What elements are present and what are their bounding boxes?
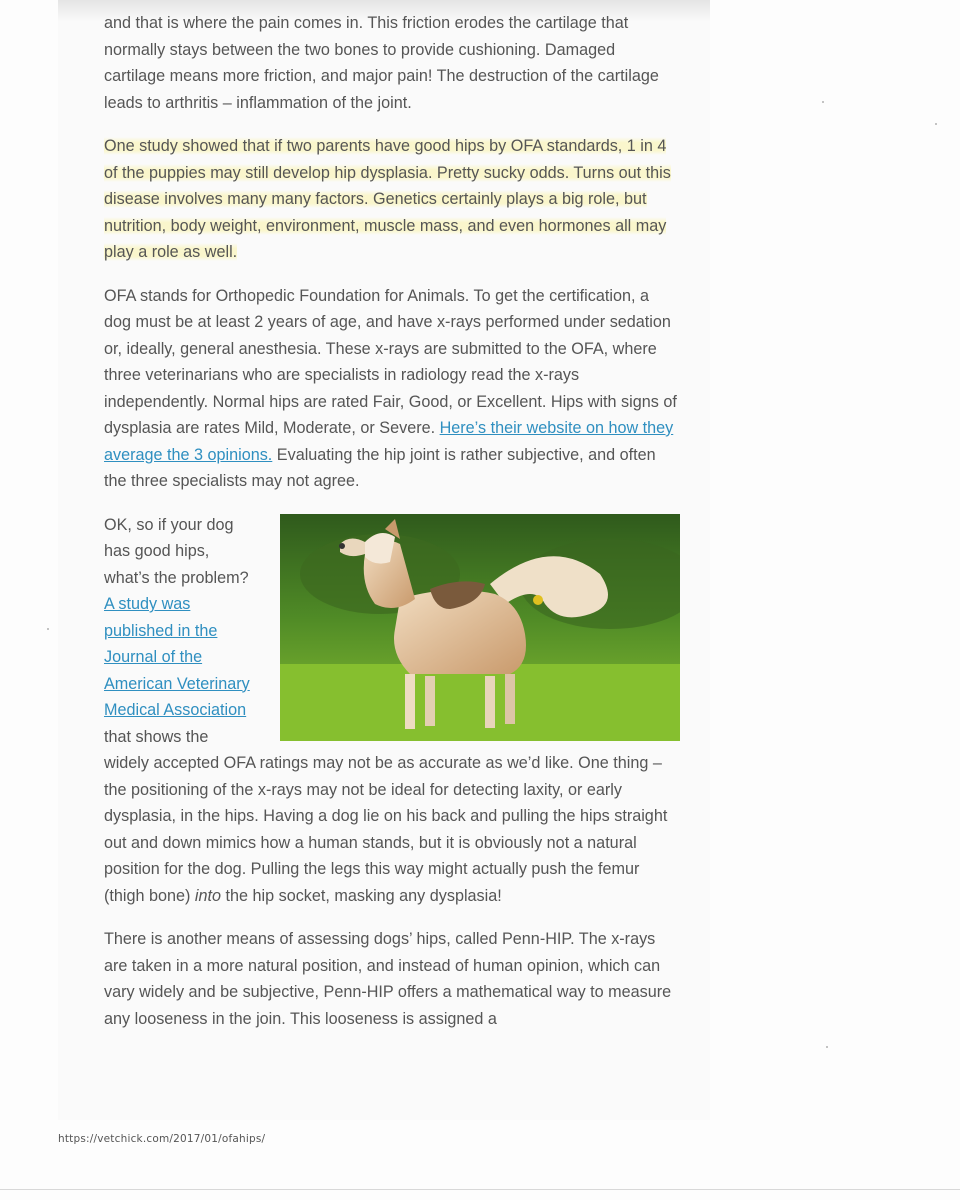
paragraph-2 bbox=[104, 133, 680, 266]
paragraph-4 bbox=[104, 512, 680, 910]
paragraph-5 bbox=[104, 926, 680, 1032]
scan-speck bbox=[826, 1046, 828, 1048]
paragraph-4-emphasis: into bbox=[194, 886, 222, 905]
scan-speck bbox=[935, 123, 937, 125]
paragraph-4-after-text: the hip socket, masking any dysplasia! bbox=[225, 886, 502, 905]
paragraph-3 bbox=[104, 283, 680, 495]
paragraph-1-text: and that is where the pain comes in. This friction erodes the cartilage that normally stays between the two bones to provide cushioning. Damaged cartilage means more friction, and major pain! The destruction of the cartilage leads to arthritis – inflammation of the joint. bbox=[104, 14, 659, 112]
ofa-website-link[interactable]: Here’s their website on how they average the 3 opinions. bbox=[104, 419, 674, 464]
paragraph-2-highlighted-text: One study showed that if two parents have good hips by OFA standards, 1 in 4 of the puppies may still develop hip dysplasia. Pretty sucky odds. Turns out this disease involves many many factors. Genetics certainly plays a big role, but nutrition, body weight, environment, muscle mass, and even hormones all may play a role as well. bbox=[104, 137, 671, 261]
scan-speck bbox=[47, 628, 49, 630]
footer-url: https://vetchick.com/2017/01/ofahips/ bbox=[58, 1133, 266, 1145]
husky-dog-photo bbox=[280, 514, 680, 741]
page-edge-line bbox=[0, 1189, 960, 1190]
article-body bbox=[104, 10, 680, 1049]
scan-speck bbox=[822, 101, 824, 103]
paragraph-4-before-text: OK, so if your dog has good hips, what’s the problem? bbox=[104, 515, 249, 587]
paragraph-5-text: There is another means of assessing dogs’ hips, called Penn-HIP. The x-rays are taken in a more natural position, and instead of human opinion, which can vary widely and be subjective, Penn-HIP offers a mathematical way to measure any looseness in the join. This looseness is assigned a bbox=[104, 930, 672, 1028]
husky-photo-icon bbox=[280, 514, 680, 741]
javma-study-link[interactable]: A study was published in the Journal of the American Veterinary Medical Association bbox=[104, 595, 250, 719]
paragraph-4-mid-text: that shows the widely accepted OFA ratings may not be as accurate as we’d like. One thing – the positioning of the x-rays may not be ideal for detecting laxity, or early dysplasia, in the hips. Having a dog lie on his back and pulling the hips straight out and down mimics how a human stands, but it is obviously not a natural position for the dog. Pulling the legs this way might actually push the femur (thigh bone) bbox=[104, 727, 668, 905]
paragraph-3-after-text: Evaluating the hip joint is rather subjective, and often the three specialists may not agree. bbox=[104, 445, 656, 490]
paragraph-3-text: OFA stands for Orthopedic Foundation for Animals. To get the certification, a dog must be at least 2 years of age, and have x-rays performed under sedation or, ideally, general anesthesia. These x-rays are submitted to the OFA, where three veterinarians who are specialists in radiology read the x-rays independently. Normal hips are rated Fair, Good, or Excellent. Hips with signs of dysplasia are rates Mild, Moderate, or Severe. bbox=[104, 286, 677, 437]
paragraph-1 bbox=[104, 10, 680, 116]
